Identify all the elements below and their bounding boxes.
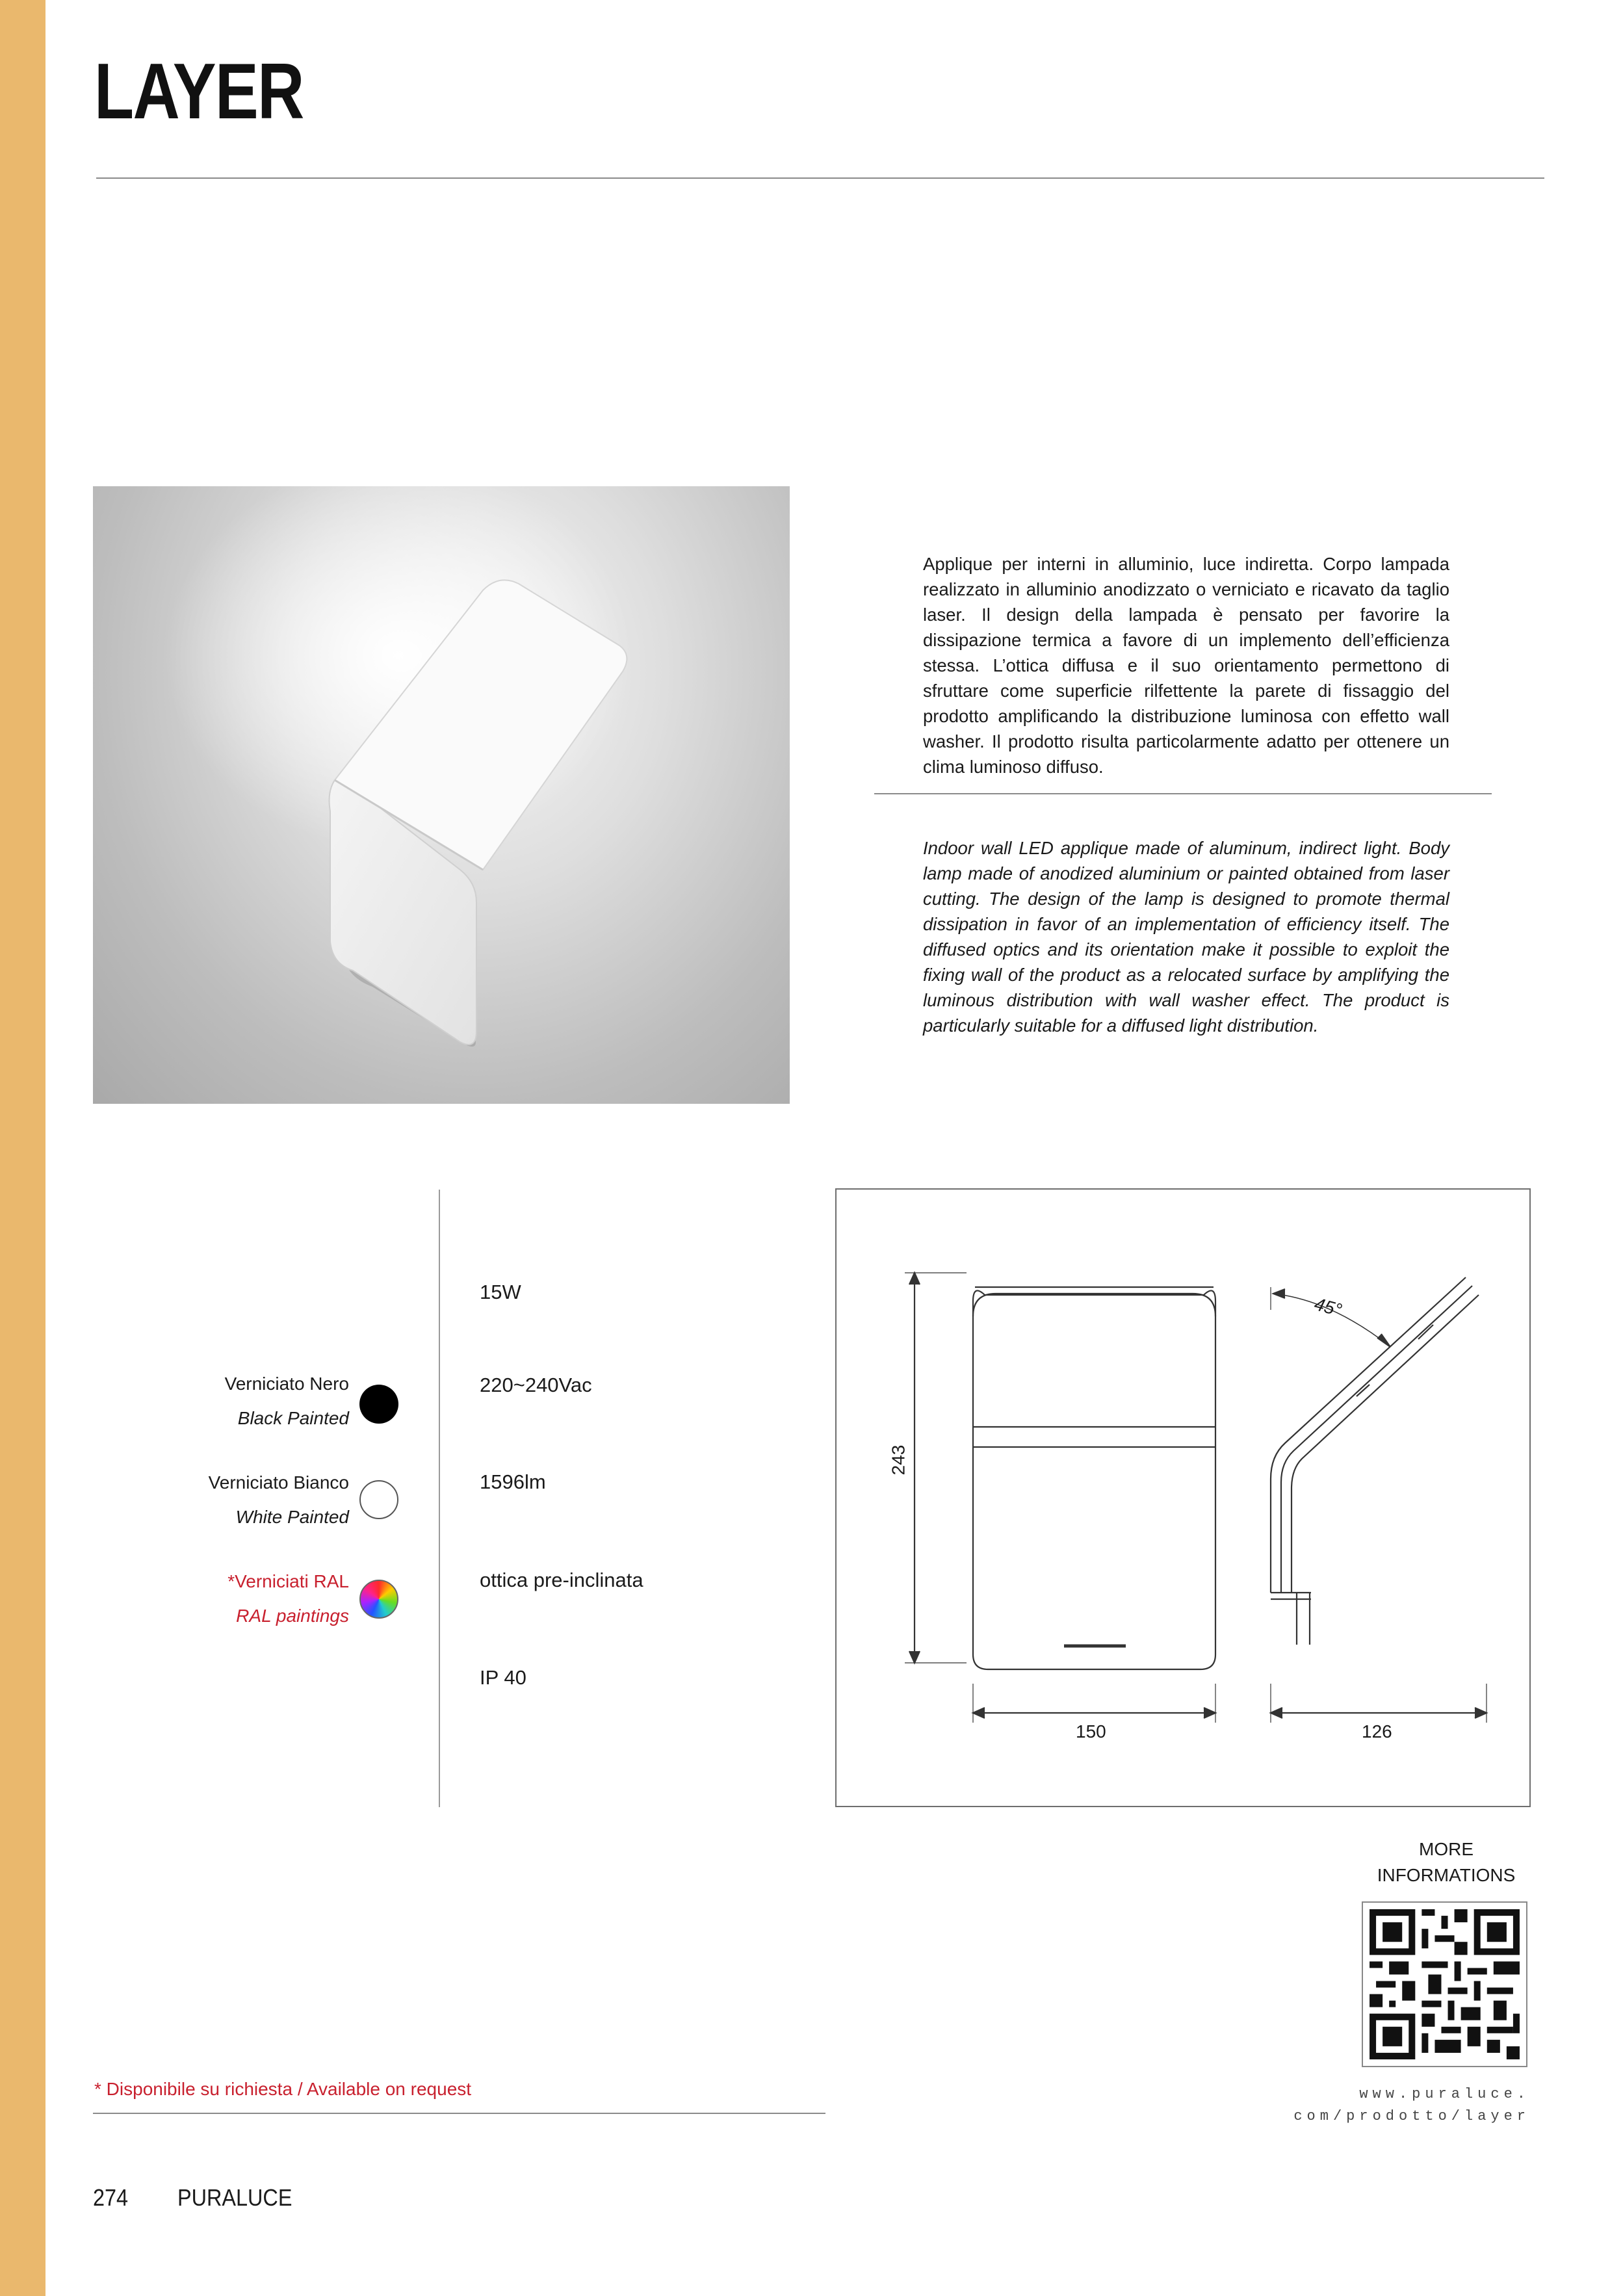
title-divider [96, 177, 1544, 179]
ral-color-wheel-icon [359, 1580, 398, 1619]
dimension-depth: 126 [1362, 1721, 1392, 1742]
dimension-height: 243 [888, 1444, 909, 1476]
url-line1: www.puraluce. [1359, 2086, 1530, 2102]
finish-label-en: RAL paintings [236, 1606, 349, 1626]
more-info-label [1345, 1836, 1547, 1888]
availability-footnote: * Disponibile su richiesta / Available on request [94, 2079, 472, 2099]
more-info-line1: MORE [1419, 1839, 1474, 1859]
black-swatch-icon [359, 1385, 398, 1424]
brand-name: PURALUCE [177, 2184, 292, 2211]
finish-label-it: Verniciato Bianco [208, 1472, 349, 1493]
finish-label-en: White Painted [235, 1507, 349, 1527]
url-line2: com/prodotto/layer [1293, 2108, 1530, 2124]
product-url-link[interactable] [1293, 2083, 1530, 2128]
technical-drawing [835, 1188, 1531, 1807]
qr-code-icon[interactable] [1362, 1901, 1527, 2067]
description-italian: Applique per interni in alluminio, luce indiretta. Corpo lampada realizzato in alluminio anodizzato o verniciato e ricavato da taglio laser. Il design della lampada è pensato per favorire la dissipazione termica a favore di un implemento dell’efficienza stessa. L’ottica diffusa e il suo orientamento permettono di sfruttare come superficie rilfettente la parete di fissaggio del prodotto amplificando la distribuzione luminosa con effetto wall washer. Il prodotto risulta particolarmente adatto per ottenere un clima luminoso diffuso. [923, 554, 1449, 777]
page-number: 274 [93, 2184, 129, 2211]
finish-label-it: Verniciato Nero [224, 1374, 349, 1394]
finish-label-en: Black Painted [237, 1408, 349, 1428]
qr-code-pattern [1363, 1903, 1526, 2066]
spec-voltage: 220~240Vac [480, 1374, 592, 1396]
spec-lumen: 1596lm [480, 1470, 546, 1493]
product-photo [93, 486, 790, 1104]
footnote-divider [93, 2113, 825, 2114]
spec-power: 15W [480, 1281, 521, 1303]
dimension-width: 150 [1076, 1721, 1106, 1742]
spec-ip-rating: IP 40 [480, 1666, 526, 1689]
more-info-line2: INFORMATIONS [1377, 1865, 1516, 1885]
white-swatch-icon [359, 1480, 398, 1519]
dimension-drawing [837, 1190, 1529, 1806]
side-color-band [0, 0, 45, 2296]
description-divider [874, 793, 1492, 794]
page-title: LAYER [94, 47, 304, 135]
spec-optics: ottica pre-inclinata [480, 1569, 643, 1591]
description-english: Indoor wall LED applique made of aluminum, indirect light. Body lamp made of anodized aluminium or painted obtained from laser cutting. The design of the lamp is designed to promote thermal dissipation in favor of an implementation of efficiency itself. The diffused optics and its orientation make it possible to exploit the fixing wall of the product as a relocated surface by amplifying the luminous distribution with wall washer effect. The product is particularly suitable for a diffused light distribution. [923, 838, 1449, 1036]
lamp-illustration [93, 486, 790, 1104]
dimension-angle: 45° [1312, 1294, 1344, 1320]
finish-label-it: *Verniciati RAL [227, 1571, 349, 1591]
specs-divider [439, 1190, 440, 1807]
